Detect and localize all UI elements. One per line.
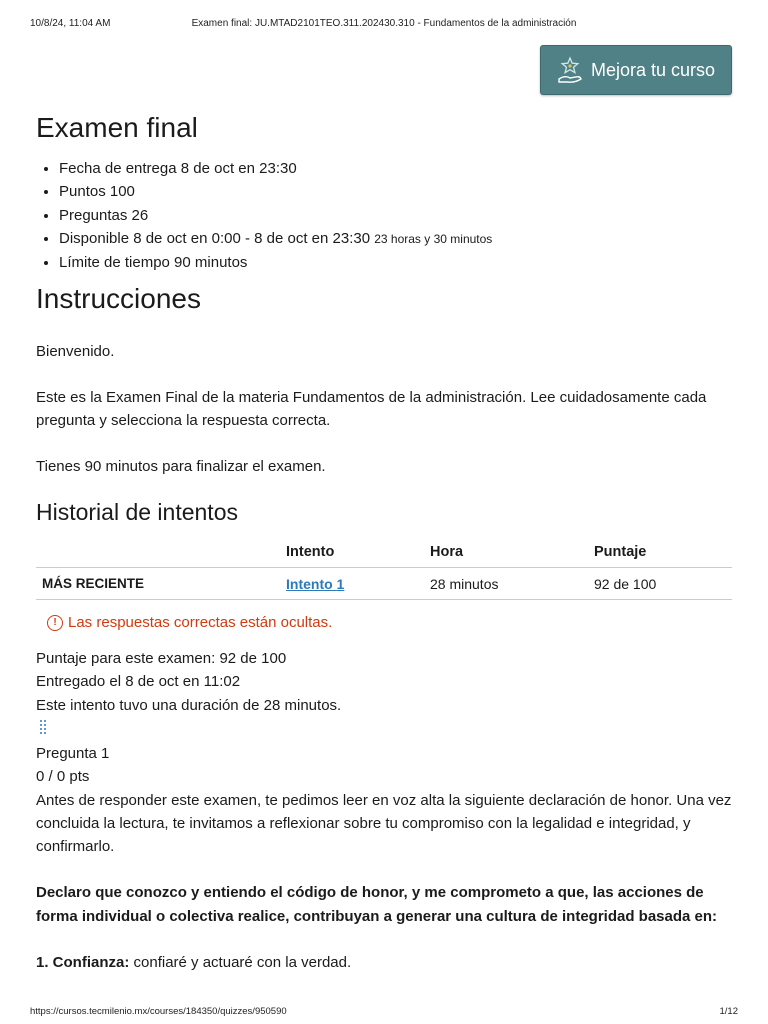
attempt-time: 28 minutos <box>430 568 594 600</box>
instructions-welcome: Bienvenido. <box>36 343 115 360</box>
summary-score: Puntaje para este examen: 92 de 100 <box>36 650 287 667</box>
column-header-attempt: Intento <box>286 536 430 568</box>
detail-questions: • Preguntas 26 <box>59 204 492 227</box>
answers-hidden-text: Las respuestas correctas están ocultas. <box>68 614 333 631</box>
answers-hidden-notice <box>47 614 332 631</box>
question-1 <box>36 742 732 974</box>
star-hand-icon <box>557 55 583 85</box>
attempt-history-table <box>36 536 732 600</box>
detail-points: • Puntos 100 <box>59 180 492 203</box>
attempt-cell <box>286 568 430 600</box>
question-title: Pregunta 1 <box>36 745 110 762</box>
warning-circle-icon: ! <box>47 615 63 631</box>
quiz-details-list <box>36 157 492 274</box>
attempt-row-label: MÁS RECIENTE <box>36 568 286 600</box>
table-header-row <box>36 536 732 568</box>
summary-submitted: Entregado el 8 de oct en 11:02 <box>36 673 241 691</box>
page-title: Examen final <box>36 112 198 143</box>
honor-declaration: Declaro que conozco y entiendo el código de honor, y me comprometo a que, las acciones de forma individual o colectiva realice, contribuyan a generar una cultura de integridad basada en: <box>36 884 718 925</box>
detail-available <box>59 227 492 251</box>
column-header-label <box>36 536 286 568</box>
detail-time-limit: • Límite de tiempo 90 minutos <box>59 251 492 274</box>
detail-due-date: • Fecha de entrega 8 de oct en 23:30 <box>59 157 492 180</box>
available-duration: 23 horas y 30 minutos <box>374 231 493 246</box>
question-text: Antes de responder este examen, te pedimos leer en voz alta la siguiente declaración de honor. Una vez concluida la lectura, te invitamos a reflexionar sobre tu compromiso con la legalidad e integridad, y confirmarlo. <box>36 791 732 856</box>
column-header-time: Hora <box>430 536 594 568</box>
summary-duration: Este intento tuvo una duración de 28 minutos. <box>36 696 342 714</box>
attempt-score: 92 de 100 <box>594 568 732 600</box>
value-item-trust <box>36 951 732 974</box>
instructions-text: Este es la Examen Final de la materia Fundamentos de la administración. Lee cuidadosamente cada pregunta y selecciona la respuesta correcta. <box>36 389 707 429</box>
improve-course-label: Mejora tu curso <box>590 59 716 80</box>
attempt-link[interactable]: Intento 1 <box>286 575 345 592</box>
instructions-time: Tienes 90 minutos para finalizar el examen. <box>36 458 326 475</box>
attempt-history-heading: Historial de intentos <box>36 499 238 525</box>
instructions-body <box>36 340 732 501</box>
instructions-heading: Instrucciones <box>36 283 201 314</box>
print-url: https://cursos.tecmilenio.mx/courses/184350/quizzes/950590 <box>30 1006 287 1017</box>
available-window: Disponible 8 de oct en 0:00 - 8 de oct en 23:30 <box>59 229 371 247</box>
value-item-text: confiaré y actuaré con la verdad. <box>129 954 352 972</box>
print-document-title: Examen final: JU.MTAD2101TEO.311.202430.310 - Fundamentos de la administración <box>191 18 577 29</box>
drag-handle-icon[interactable] <box>39 719 47 735</box>
attempt-summary <box>36 647 341 717</box>
improve-course-button[interactable] <box>540 45 732 95</box>
print-date: 10/8/24, 11:04 AM <box>30 18 111 29</box>
column-header-score: Puntaje <box>594 536 732 568</box>
table-row <box>36 568 732 600</box>
question-points: 0 / 0 pts <box>36 768 90 786</box>
print-page-number: 1/12 <box>719 1006 738 1017</box>
value-item-label: 1. Confianza: <box>36 954 130 972</box>
